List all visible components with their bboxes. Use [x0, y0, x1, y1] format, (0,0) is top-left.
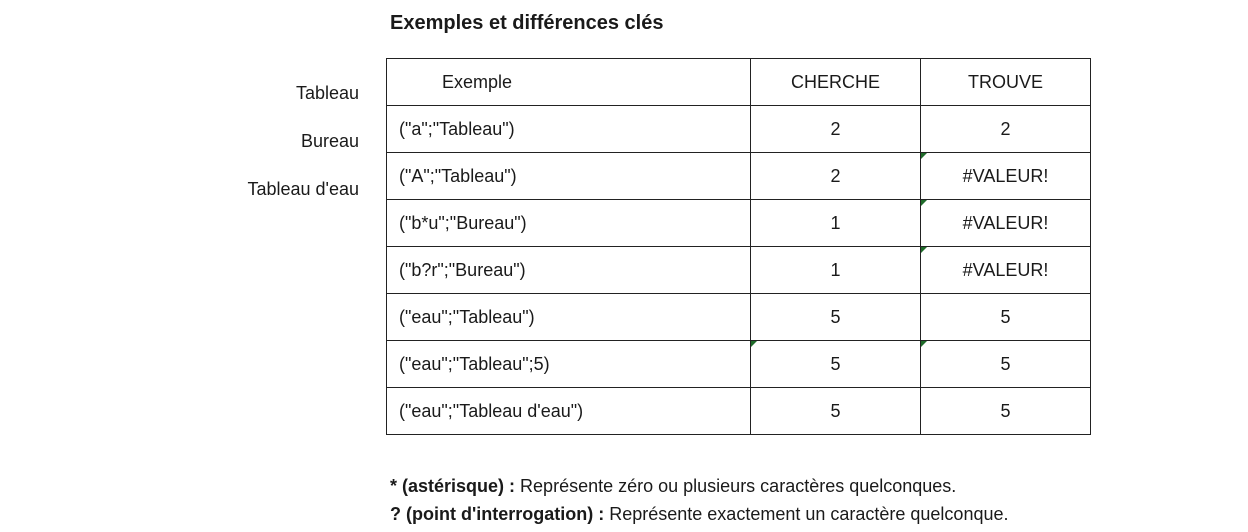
- table-header-row: [387, 59, 1091, 106]
- legend-asterisk: [390, 476, 956, 497]
- cell-trouve: [921, 153, 1091, 200]
- cell-trouve: [921, 341, 1091, 388]
- cell-example: ("b*u";"Bureau"): [387, 200, 751, 247]
- cell-trouve: 5: [921, 294, 1091, 341]
- side-label-tableau: Tableau: [295, 83, 359, 103]
- table-row: [387, 106, 1091, 153]
- legend-asterisk-term: * (astérisque) :: [390, 476, 516, 496]
- cell-trouve-value: #VALEUR!: [962, 259, 1049, 280]
- cell-example: ("A";"Tableau"): [387, 153, 751, 200]
- header-trouve: TROUVE: [921, 59, 1091, 106]
- cell-trouve-value: #VALEUR!: [962, 212, 1049, 233]
- table-row: [387, 247, 1091, 294]
- cell-example: ("a";"Tableau"): [387, 106, 751, 153]
- cell-cherche: 5: [751, 388, 921, 435]
- cell-trouve: 5: [921, 388, 1091, 435]
- examples-table: [386, 58, 1091, 435]
- cell-trouve-value: 5: [1000, 353, 1011, 374]
- table-row: [387, 294, 1091, 341]
- legend-question-mark-term: ? (point d'interrogation) :: [390, 504, 605, 524]
- cell-example: ("eau";"Tableau"): [387, 294, 751, 341]
- cell-cherche: 2: [751, 153, 921, 200]
- error-marker-icon: [921, 153, 927, 159]
- cell-cherche: 1: [751, 247, 921, 294]
- legend-question-mark: [390, 504, 1009, 525]
- cell-cherche: 2: [751, 106, 921, 153]
- side-label-tableau-deau: Tableau d'eau: [247, 179, 359, 199]
- cell-cherche: [751, 341, 921, 388]
- header-example: Exemple: [387, 59, 751, 106]
- cell-example: ("eau";"Tableau d'eau"): [387, 388, 751, 435]
- legend-asterisk-definition: Représente zéro ou plusieurs caractères quelconques.: [515, 476, 957, 496]
- cell-example: ("eau";"Tableau";5): [387, 341, 751, 388]
- cell-example: ("b?r";"Bureau"): [387, 247, 751, 294]
- cell-cherche: 1: [751, 200, 921, 247]
- number-as-text-marker-icon: [921, 341, 927, 347]
- cell-trouve: [921, 200, 1091, 247]
- cell-trouve-value: #VALEUR!: [962, 165, 1049, 186]
- number-as-text-marker-icon: [751, 341, 757, 347]
- legend-question-mark-definition: Représente exactement un caractère quelconque.: [604, 504, 1009, 524]
- cell-trouve: 2: [921, 106, 1091, 153]
- side-label-bureau: Bureau: [300, 131, 359, 151]
- table-row: [387, 153, 1091, 200]
- cell-trouve: [921, 247, 1091, 294]
- page-title: Exemples et différences clés: [390, 12, 664, 34]
- table-row: [387, 341, 1091, 388]
- table-row: [387, 388, 1091, 435]
- header-cherche: CHERCHE: [751, 59, 921, 106]
- cell-cherche: 5: [751, 294, 921, 341]
- error-marker-icon: [921, 200, 927, 206]
- table-row: [387, 200, 1091, 247]
- cell-cherche-value: 5: [830, 353, 841, 374]
- error-marker-icon: [921, 247, 927, 253]
